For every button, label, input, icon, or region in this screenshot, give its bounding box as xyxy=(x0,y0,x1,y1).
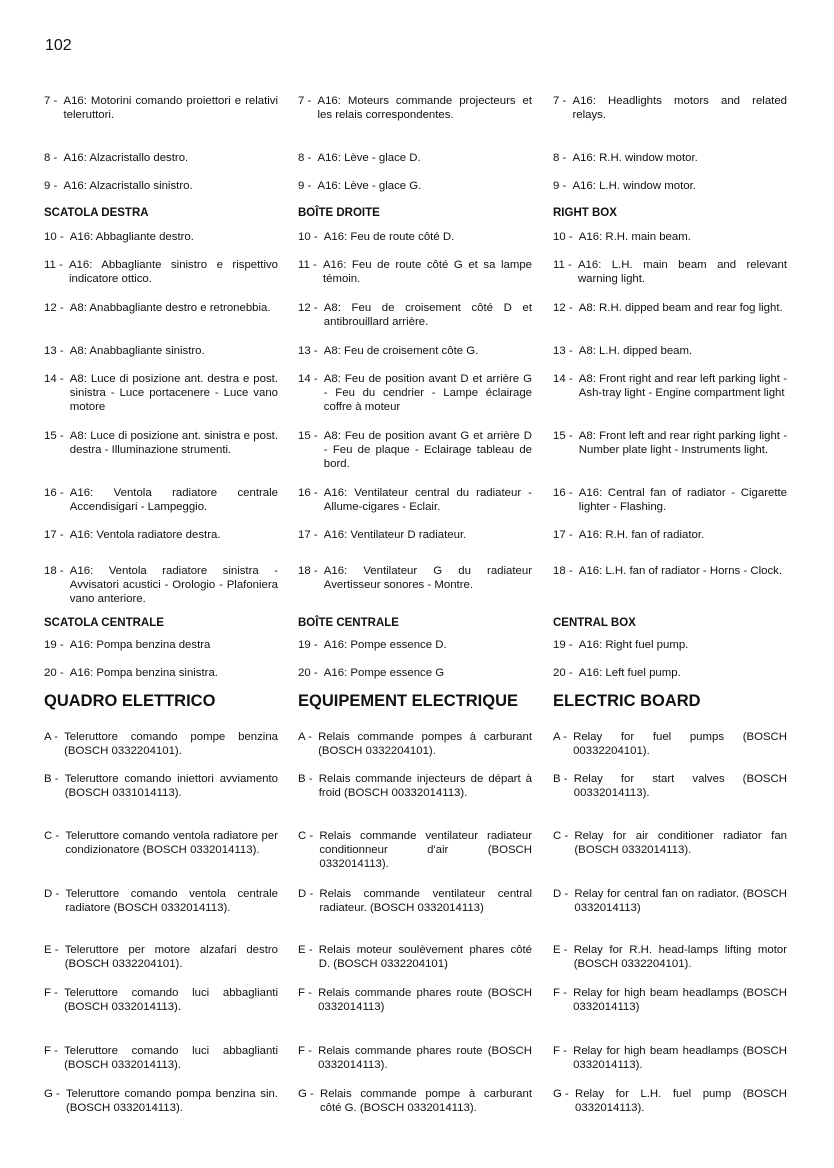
list-item xyxy=(298,666,532,680)
list-item xyxy=(298,179,532,193)
item-text: A16: Alzacristallo sinistro. xyxy=(63,180,193,192)
item-label: A - xyxy=(298,731,316,743)
item-label: 15 - xyxy=(298,430,321,442)
item-label: A - xyxy=(44,731,62,743)
list-item xyxy=(553,486,787,514)
item-label: 9 - xyxy=(553,180,570,192)
list-item xyxy=(553,1087,787,1115)
item-label: 19 - xyxy=(298,639,321,651)
italian-column xyxy=(44,0,278,1168)
item-label: 13 - xyxy=(44,345,67,357)
list-item xyxy=(553,344,787,358)
item-label: 19 - xyxy=(553,639,576,651)
item-text: A16: Pompe essence G xyxy=(323,667,445,679)
item-label: F - xyxy=(44,1045,62,1057)
item-label: 9 - xyxy=(44,180,61,192)
item-text: Relais commande phares route (BOSCH 0332014113). xyxy=(318,1045,532,1072)
list-item xyxy=(298,429,532,472)
list-item xyxy=(298,829,532,872)
item-text: Teleruttore comando pompa benzina sin. (BOSCH 0332014113). xyxy=(65,1088,278,1115)
item-label: G - xyxy=(298,1088,317,1100)
item-label: B - xyxy=(298,773,316,785)
list-item xyxy=(298,372,532,415)
item-label: 14 - xyxy=(553,373,576,385)
item-label: E - xyxy=(44,944,62,956)
list-item xyxy=(553,429,787,457)
item-text: A16: L.H. main beam and relevant warning light. xyxy=(577,259,787,286)
item-text: Relay for air conditioner radiator fan (BOSCH 0332014113). xyxy=(574,830,787,857)
item-label: 8 - xyxy=(553,152,570,164)
item-text: A16: R.H. main beam. xyxy=(578,231,691,243)
item-text: A16: Ventola radiatore centrale Accendisigari - Lampeggio. xyxy=(69,487,278,514)
list-item xyxy=(44,151,278,165)
item-text: A8: Anabbagliante sinistro. xyxy=(69,345,205,357)
list-item xyxy=(298,528,532,542)
item-text: Teleruttore comando ventola radiatore per condizionatore (BOSCH 0332014113). xyxy=(65,830,278,857)
item-label: 20 - xyxy=(298,667,321,679)
list-item xyxy=(553,829,787,857)
list-item xyxy=(44,730,278,758)
right-box-heading: BOÎTE DROITE xyxy=(298,207,380,219)
item-text: A16: Ventilateur central du radiateur - Allume-cigares - Eclair. xyxy=(323,487,532,514)
item-label: 8 - xyxy=(298,152,315,164)
item-label: 16 - xyxy=(298,487,321,499)
list-item xyxy=(553,372,787,400)
item-text: A8: Feu de croisement côté D et antibrouillard arrière. xyxy=(323,302,532,329)
list-item xyxy=(298,943,532,971)
list-item xyxy=(553,887,787,915)
item-text: A16: Abbagliante sinistro e rispettivo indicatore ottico. xyxy=(68,259,278,286)
item-label: 17 - xyxy=(298,529,321,541)
list-item xyxy=(44,943,278,971)
list-item xyxy=(44,258,278,286)
item-text: Teleruttore comando ventola centrale radiatore (BOSCH 0332014113). xyxy=(65,888,278,915)
list-item xyxy=(44,772,278,800)
item-text: A16: R.H. window motor. xyxy=(572,152,698,164)
item-text: A16: R.H. fan of radiator. xyxy=(578,529,705,541)
list-item xyxy=(298,301,532,329)
english-column xyxy=(553,0,787,1168)
item-text: Relais commande phares route (BOSCH 0332014113) xyxy=(318,987,532,1014)
list-item xyxy=(44,986,278,1014)
list-item xyxy=(553,986,787,1014)
list-item xyxy=(553,1044,787,1072)
item-label: 18 - xyxy=(298,565,321,577)
item-label: 12 - xyxy=(553,302,576,314)
item-label: 14 - xyxy=(44,373,67,385)
list-item xyxy=(298,486,532,514)
item-text: A8: Anabbagliante destro e retronebbia. xyxy=(69,302,271,314)
item-text: Relais commande ventilateur radiateur conditionneur d'air (BOSCH 0332014113). xyxy=(319,830,532,871)
list-item xyxy=(553,179,787,193)
list-item xyxy=(298,151,532,165)
item-label: 11 - xyxy=(553,259,575,271)
item-text: A8: L.H. dipped beam. xyxy=(578,345,693,357)
item-label: 13 - xyxy=(298,345,321,357)
list-item xyxy=(44,486,278,514)
item-label: 7 - xyxy=(44,95,61,107)
item-label: 10 - xyxy=(553,231,576,243)
list-item xyxy=(44,638,278,652)
item-text: A8: Feu de position avant D et arrière G - Feu du cendrier - Lampe éclairage coffre à moteur xyxy=(323,373,532,414)
item-label: 10 - xyxy=(298,231,321,243)
list-item xyxy=(298,887,532,915)
item-label: G - xyxy=(44,1088,63,1100)
item-label: 17 - xyxy=(44,529,67,541)
board-title: ELECTRIC BOARD xyxy=(553,692,701,710)
item-text: A16: Central fan of radiator - Cigarette lighter - Flashing. xyxy=(578,487,787,514)
list-item xyxy=(44,230,278,244)
item-text: Relais commande ventilateur central radiateur. (BOSCH 0332014113) xyxy=(319,888,532,915)
item-text: Relay for R.H. head-lamps lifting motor (BOSCH 0332204101). xyxy=(573,944,787,971)
item-text: A8: Front left and rear right parking light - Number plate light - Instruments light. xyxy=(578,430,787,457)
item-label: F - xyxy=(298,987,316,999)
item-text: A8: Front right and rear left parking light - Ash-tray light - Engine compartment light xyxy=(578,373,787,400)
item-label: 19 - xyxy=(44,639,67,651)
central-box-heading: BOÎTE CENTRALE xyxy=(298,617,399,629)
item-label: 14 - xyxy=(298,373,321,385)
list-item xyxy=(553,94,787,122)
item-text: A16: Alzacristallo destro. xyxy=(63,152,189,164)
list-item xyxy=(298,986,532,1014)
list-item xyxy=(553,151,787,165)
list-item xyxy=(298,564,532,592)
item-text: Relay for L.H. fuel pump (BOSCH 0332014113). xyxy=(574,1088,787,1115)
item-label: 15 - xyxy=(44,430,67,442)
french-column xyxy=(298,0,532,1168)
item-text: Relais moteur soulèvement phares côté D. (BOSCH 0332204101) xyxy=(318,944,532,971)
list-item xyxy=(44,179,278,193)
item-label: 9 - xyxy=(298,180,315,192)
item-label: 10 - xyxy=(44,231,67,243)
item-text: Relais commande injecteurs de départ à froid (BOSCH 00332014113). xyxy=(318,773,532,800)
list-item xyxy=(44,344,278,358)
item-text: A8: Luce di posizione ant. destra e post. sinistra - Luce portacenere - Luce vano motore xyxy=(69,373,278,414)
list-item xyxy=(298,638,532,652)
list-item xyxy=(298,344,532,358)
list-item xyxy=(298,230,532,244)
item-label: 8 - xyxy=(44,152,61,164)
item-label: C - xyxy=(44,830,63,842)
board-title: EQUIPEMENT ELECTRIQUE xyxy=(298,692,519,710)
list-item xyxy=(553,772,787,800)
item-label: 17 - xyxy=(553,529,576,541)
item-label: E - xyxy=(553,944,571,956)
list-item xyxy=(44,429,278,457)
list-item xyxy=(553,730,787,758)
list-item xyxy=(44,94,278,122)
right-box-heading: RIGHT BOX xyxy=(553,207,617,219)
item-label: 12 - xyxy=(44,302,67,314)
item-text: A16: Lève - glace D. xyxy=(317,152,421,164)
item-label: E - xyxy=(298,944,316,956)
list-item xyxy=(553,230,787,244)
list-item xyxy=(44,301,278,315)
item-label: 16 - xyxy=(44,487,67,499)
item-label: 7 - xyxy=(553,95,570,107)
item-label: 13 - xyxy=(553,345,576,357)
list-item xyxy=(553,528,787,542)
item-label: A - xyxy=(553,731,571,743)
item-text: Relay for fuel pumps (BOSCH 00332204101). xyxy=(573,731,787,758)
item-text: A16: Pompe essence D. xyxy=(323,639,447,651)
item-label: F - xyxy=(553,987,571,999)
item-text: Relais commande pompes à carburant (BOSCH 0332204101). xyxy=(318,731,532,758)
list-item xyxy=(298,772,532,800)
central-box-heading: CENTRAL BOX xyxy=(553,617,636,629)
item-label: F - xyxy=(298,1045,316,1057)
item-text: Relay for start valves (BOSCH 00332014113). xyxy=(573,773,787,800)
item-label: G - xyxy=(553,1088,572,1100)
item-label: D - xyxy=(44,888,63,900)
item-text: A8: Feu de croisement côte G. xyxy=(323,345,479,357)
list-item xyxy=(298,1044,532,1072)
list-item xyxy=(44,887,278,915)
item-text: A8: Feu de position avant G et arrière D - Feu de plaque - Eclairage tableau de bord. xyxy=(323,430,532,471)
item-label: D - xyxy=(298,888,317,900)
list-item xyxy=(44,372,278,415)
list-item xyxy=(44,666,278,680)
list-item xyxy=(44,829,278,857)
item-text: A16: Motorini comando proiettori e relativi teleruttori. xyxy=(63,95,278,122)
item-label: 15 - xyxy=(553,430,576,442)
item-text: Teleruttore per motore alzafari destro (BOSCH 0332204101). xyxy=(64,944,278,971)
item-text: A16: Pompa benzina destra xyxy=(69,639,211,651)
list-item xyxy=(553,638,787,652)
item-label: C - xyxy=(298,830,317,842)
item-text: A16: L.H. fan of radiator - Horns - Clock. xyxy=(578,565,783,577)
item-label: 11 - xyxy=(298,259,320,271)
item-label: 7 - xyxy=(298,95,315,107)
item-label: B - xyxy=(44,773,62,785)
item-label: F - xyxy=(553,1045,571,1057)
item-label: 12 - xyxy=(298,302,321,314)
item-text: A16: Moteurs commande projecteurs et les relais correspondentes. xyxy=(317,95,532,122)
list-item xyxy=(553,258,787,286)
right-box-heading: SCATOLA DESTRA xyxy=(44,207,149,219)
item-label: 18 - xyxy=(44,565,67,577)
item-label: B - xyxy=(553,773,571,785)
item-text: A8: R.H. dipped beam and rear fog light. xyxy=(578,302,783,314)
list-item xyxy=(298,1087,532,1115)
item-text: A16: Headlights motors and related relays. xyxy=(572,95,787,122)
item-text: Relay for high beam headlamps (BOSCH 0332014113) xyxy=(573,987,787,1014)
item-text: Teleruttore comando pompe benzina (BOSCH 0332204101). xyxy=(64,731,278,758)
item-label: 18 - xyxy=(553,565,576,577)
item-text: A16: Right fuel pump. xyxy=(578,639,689,651)
item-text: A16: Pompa benzina sinistra. xyxy=(69,667,218,679)
list-item xyxy=(553,564,787,578)
item-label: 20 - xyxy=(44,667,67,679)
list-item xyxy=(553,666,787,680)
list-item xyxy=(553,943,787,971)
item-label: D - xyxy=(553,888,572,900)
item-text: A16: Abbagliante destro. xyxy=(69,231,194,243)
list-item xyxy=(298,94,532,122)
list-item xyxy=(44,1087,278,1115)
item-text: Relay for central fan on radiator. (BOSCH 0332014113) xyxy=(574,888,787,915)
item-label: F - xyxy=(44,987,62,999)
item-text: A16: Lève - glace G. xyxy=(317,180,422,192)
item-text: A16: Ventilateur D radiateur. xyxy=(323,529,467,541)
item-text: A16: L.H. window motor. xyxy=(572,180,696,192)
page-number: 102 xyxy=(45,37,72,54)
item-text: A16: Ventola radiatore destra. xyxy=(69,529,221,541)
item-text: A16: Ventilateur G du radiateur Avertisseur sonores - Montre. xyxy=(323,565,532,592)
board-title: QUADRO ELETTRICO xyxy=(44,692,216,710)
item-text: Teleruttore comando luci abbaglianti (BOSCH 0332014113). xyxy=(64,1045,278,1072)
list-item xyxy=(44,528,278,542)
item-text: A16: Ventola radiatore sinistra - Avvisatori acustici - Orologio - Plafoniera vano anteriore. xyxy=(69,565,278,606)
item-text: Teleruttore comando luci abbaglianti (BOSCH 0332014113). xyxy=(64,987,278,1014)
item-text: Teleruttore comando iniettori avviamento (BOSCH 0331014113). xyxy=(64,773,278,800)
list-item xyxy=(44,1044,278,1072)
list-item xyxy=(553,301,787,315)
item-label: C - xyxy=(553,830,572,842)
item-text: A8: Luce di posizione ant. sinistra e post. destra - Illuminazione strumenti. xyxy=(69,430,278,457)
item-text: A16: Left fuel pump. xyxy=(578,667,681,679)
item-label: 16 - xyxy=(553,487,576,499)
item-text: Relais commande pompe à carburant côté G. (BOSCH 0332014113). xyxy=(319,1088,532,1115)
item-label: 11 - xyxy=(44,259,66,271)
list-item xyxy=(298,258,532,286)
list-item xyxy=(298,730,532,758)
item-text: A16: Feu de route côté D. xyxy=(323,231,455,243)
item-text: A16: Feu de route côté G et sa lampe témoin. xyxy=(322,259,532,286)
item-text: Relay for high beam headlamps (BOSCH 0332014113). xyxy=(573,1045,787,1072)
item-label: 20 - xyxy=(553,667,576,679)
central-box-heading: SCATOLA CENTRALE xyxy=(44,617,164,629)
list-item xyxy=(44,564,278,607)
